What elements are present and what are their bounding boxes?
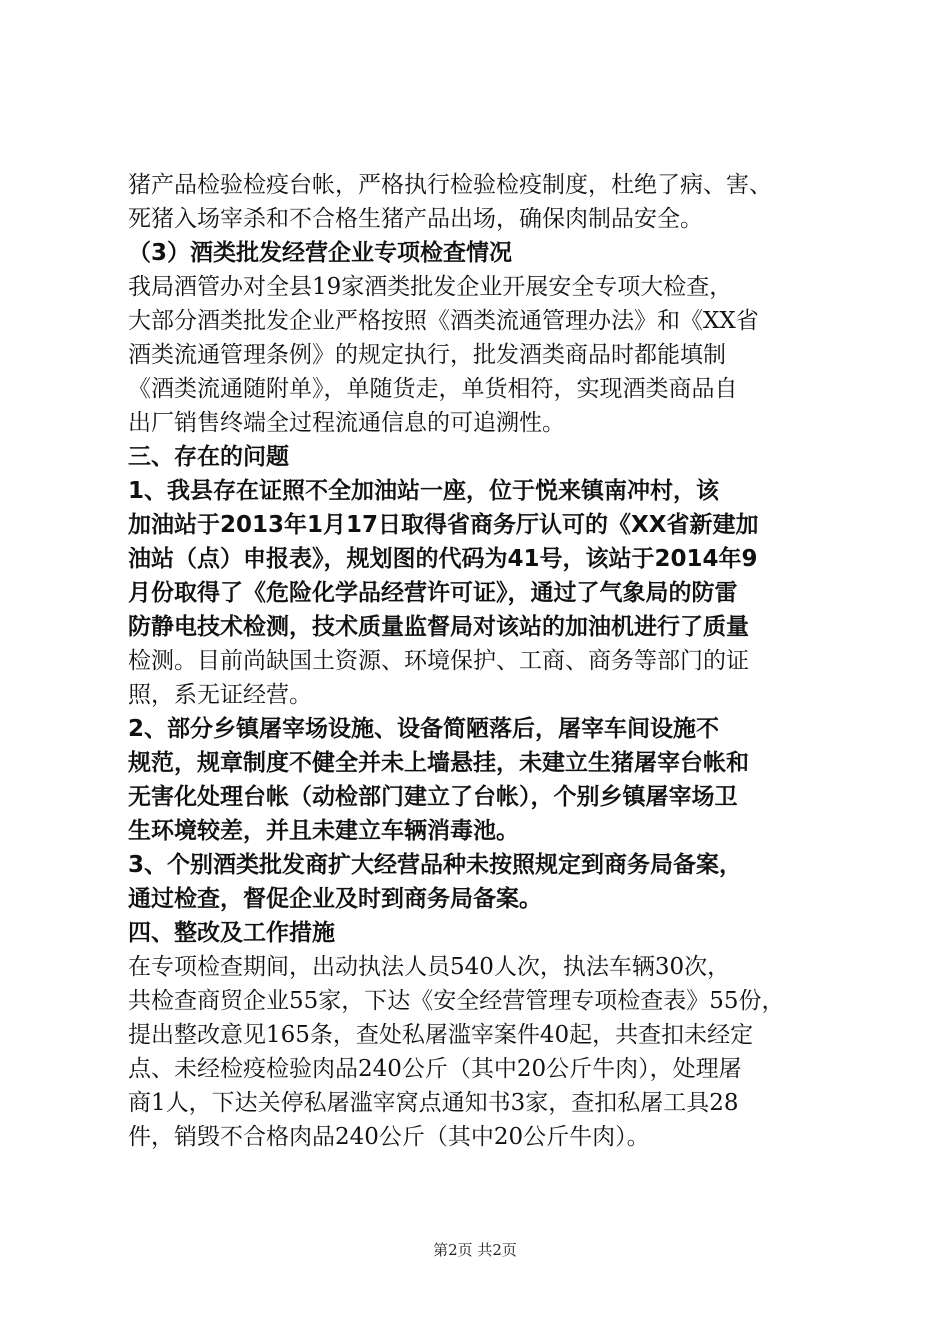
body-line: 大部分酒类批发企业严格按照《酒类流通管理办法》和《XX省 <box>128 308 759 334</box>
body-line: 点、未经检疫检验肉品240公斤（其中20公斤牛肉），处理屠 <box>128 1056 742 1082</box>
body-line: 3、个别酒类批发商扩大经营品种未按照规定到商务局备案， <box>128 852 743 878</box>
body-line: 《酒类流通随附单》，单随货走，单货相符，实现酒类商品自 <box>128 376 738 402</box>
body-line: 我局酒管办对全县19家酒类批发企业开展安全专项大检查， <box>128 274 733 300</box>
section-heading: （3）酒类批发经营企业专项检查情况 <box>128 240 513 266</box>
body-line: 油站（点）申报表》，规划图的代码为41号，该站于2014年9 <box>128 546 758 572</box>
body-line: 月份取得了《危险化学品经营许可证》，通过了气象局的防雷 <box>128 580 738 606</box>
body-line: 商1人，下达关停私屠滥宰窝点通知书3家，查扣私屠工具28 <box>128 1090 739 1116</box>
body-line: 提出整改意见165条，查处私屠滥宰案件40起，共查扣未经定 <box>128 1022 754 1048</box>
body-line: 1、我县存在证照不全加油站一座，位于悦来镇南冲村，该 <box>128 478 720 504</box>
body-line: 检测。目前尚缺国土资源、环境保护、工商、商务等部门的证 <box>128 648 749 674</box>
body-line: 出厂销售终端全过程流通信息的可追溯性。 <box>128 410 565 436</box>
body-line: 加油站于2013年1月17日取得省商务厅认可的《XX省新建加 <box>128 512 759 538</box>
body-line: 酒类流通管理条例》的规定执行，批发酒类商品时都能填制 <box>128 342 726 368</box>
body-line: 通过检查，督促企业及时到商务局备案。 <box>128 886 542 912</box>
section-heading: 四、整改及工作措施 <box>128 920 335 946</box>
body-line: 无害化处理台帐（动检部门建立了台帐），个别乡镇屠宰场卫 <box>128 784 738 810</box>
document-body <box>128 168 828 1154</box>
page-number-footer: 第2页 共2页 <box>433 1241 517 1259</box>
body-line: 件，销毁不合格肉品240公斤（其中20公斤牛肉）。 <box>128 1124 650 1150</box>
section-heading: 三、存在的问题 <box>128 444 289 470</box>
body-line: 生环境较差，并且未建立车辆消毒池。 <box>128 818 519 844</box>
body-line: 猪产品检验检疫台帐，严格执行检验检疫制度，杜绝了病、害、 <box>128 172 772 198</box>
body-line: 2、部分乡镇屠宰场设施、设备简陋落后，屠宰车间设施不 <box>128 716 720 742</box>
body-line: 照，系无证经营。 <box>128 682 312 708</box>
body-line: 规范，规章制度不健全并未上墙悬挂，未建立生猪屠宰台帐和 <box>128 750 749 776</box>
body-line: 防静电技术检测，技术质量监督局对该站的加油机进行了质量 <box>128 614 749 640</box>
body-line: 死猪入场宰杀和不合格生猪产品出场，确保肉制品安全。 <box>128 206 703 232</box>
body-line: 在专项检查期间，出动执法人员540人次，执法车辆30次， <box>128 954 731 980</box>
body-line: 共检查商贸企业55家，下达《安全经营管理专项检查表》55份， <box>128 988 785 1014</box>
